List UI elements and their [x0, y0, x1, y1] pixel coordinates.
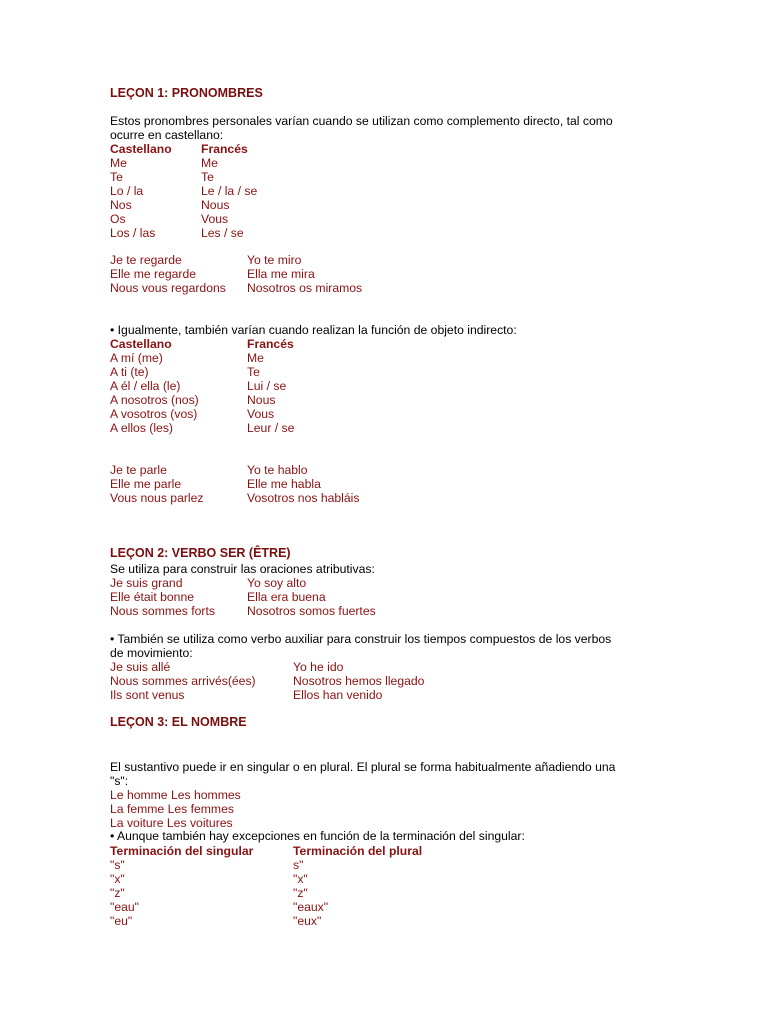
lesson1-intro-line1: Estos pronombres personales varían cuando se utilizan como complemento directo, tal como: [110, 114, 613, 128]
pronoun-direct-cell-right: Nous: [201, 198, 230, 212]
lesson3-intro-line2: "s":: [110, 774, 129, 788]
header-castellano: Castellano: [110, 142, 172, 156]
pronoun-direct-cell-right: Les / se: [201, 226, 244, 240]
pronoun-direct-cell-left: Me: [110, 156, 127, 170]
pronoun-indirect-cell-left: A él / ella (le): [110, 379, 181, 393]
example-direct-cell-left: Je te regarde: [110, 253, 182, 267]
ending-cell-right: "z": [293, 886, 308, 900]
example-auxiliary-cell-right: Yo he ido: [293, 660, 344, 674]
example-auxiliary-cell-left: Nous sommes arrivés(ées): [110, 674, 256, 688]
plural-example: La voiture Les voitures: [110, 816, 233, 830]
example-direct-cell-left: Elle me regarde: [110, 267, 197, 281]
example-indirect-cell-left: Je te parle: [110, 463, 167, 477]
ending-cell-left: "eu": [110, 914, 133, 928]
lesson2-aux-line1: • También se utiliza como verbo auxiliar para construir los tiempos compuestos de los verbos: [110, 632, 612, 646]
example-auxiliary-cell-right: Ellos han venido: [293, 688, 383, 702]
ending-cell-right: "eaux": [293, 900, 329, 914]
pronoun-direct-cell-right: Vous: [201, 212, 229, 226]
plural-example: La femme Les femmes: [110, 802, 234, 816]
pronoun-direct-cell-left: Lo / la: [110, 184, 144, 198]
pronoun-direct-cell-right: Te: [201, 170, 214, 184]
pronoun-direct-cell-left: Te: [110, 170, 123, 184]
example-attributive-cell-right: Ella era buena: [247, 590, 326, 604]
pronoun-indirect-cell-right: Te: [247, 365, 260, 379]
ending-cell-left: "s": [110, 858, 125, 872]
ending-cell-right: s": [293, 858, 304, 872]
pronoun-direct-cell-left: Os: [110, 212, 126, 226]
example-direct-cell-right: Ella me mira: [247, 267, 315, 281]
header-castellano: Castellano: [110, 337, 172, 351]
pronoun-indirect-cell-right: Leur / se: [247, 421, 295, 435]
example-indirect-cell-right: Yo te hablo: [247, 463, 308, 477]
pronoun-indirect-cell-left: A mí (me): [110, 351, 163, 365]
example-indirect-cell-left: Elle me parle: [110, 477, 182, 491]
pronoun-direct-cell-left: Nos: [110, 198, 132, 212]
pronoun-indirect-cell-left: A nosotros (nos): [110, 393, 199, 407]
ending-cell-left: "x": [110, 872, 125, 886]
ending-cell-right: "eux": [293, 914, 322, 928]
lesson2-aux-line2: de movimiento:: [110, 646, 193, 660]
lesson3-title: LEÇON 3: EL NOMBRE: [110, 715, 247, 729]
example-attributive-cell-left: Elle était bonne: [110, 590, 195, 604]
header-frances: Francés: [201, 142, 248, 156]
lesson2-title: LEÇON 2: VERBO SER (ÊTRE): [110, 546, 291, 560]
ending-cell-left: "eau": [110, 900, 139, 914]
example-attributive-cell-left: Je suis grand: [110, 576, 183, 590]
example-indirect-cell-right: Elle me habla: [247, 477, 321, 491]
pronoun-indirect-cell-right: Me: [247, 351, 264, 365]
pronoun-indirect-cell-right: Nous: [247, 393, 276, 407]
example-auxiliary-cell-left: Ils sont venus: [110, 688, 185, 702]
lesson1-indirect-intro: • Igualmente, también varían cuando realizan la función de objeto indirecto:: [110, 323, 517, 337]
example-direct-cell-right: Yo te miro: [247, 253, 302, 267]
pronoun-indirect-cell-left: A vosotros (vos): [110, 407, 198, 421]
lesson3-intro-line1: El sustantivo puede ir en singular o en plural. El plural se forma habitualmente añadiendo una: [110, 760, 616, 774]
lesson3-exceptions-intro: • Aunque también hay excepciones en función de la terminación del singular:: [110, 829, 525, 843]
pronoun-indirect-cell-left: A ti (te): [110, 365, 149, 379]
example-attributive-cell-right: Yo soy alto: [247, 576, 307, 590]
header-plural: Terminación del plural: [293, 844, 423, 858]
lesson2-intro: Se utiliza para construir las oraciones atributivas:: [110, 562, 375, 576]
example-indirect-cell-left: Vous nous parlez: [110, 491, 204, 505]
pronoun-indirect-cell-right: Lui / se: [247, 379, 287, 393]
pronoun-direct-cell-right: Le / la / se: [201, 184, 258, 198]
example-direct-cell-right: Nosotros os miramos: [247, 281, 363, 295]
lesson1-intro-line2: ocurre en castellano:: [110, 128, 224, 142]
lesson1-title: LEÇON 1: PRONOMBRES: [110, 86, 263, 100]
plural-example: Le homme Les hommes: [110, 788, 241, 802]
example-attributive-cell-right: Nosotros somos fuertes: [247, 604, 376, 618]
header-frances: Francés: [247, 337, 294, 351]
example-auxiliary-cell-left: Je suis allé: [110, 660, 171, 674]
example-auxiliary-cell-right: Nosotros hemos llegado: [293, 674, 425, 688]
example-direct-cell-left: Nous vous regardons: [110, 281, 226, 295]
ending-cell-right: "x": [293, 872, 308, 886]
pronoun-direct-cell-right: Me: [201, 156, 218, 170]
pronoun-indirect-cell-left: A ellos (les): [110, 421, 173, 435]
example-attributive-cell-left: Nous sommes forts: [110, 604, 215, 618]
example-indirect-cell-right: Vosotros nos habláis: [247, 491, 360, 505]
pronoun-direct-cell-left: Los / las: [110, 226, 156, 240]
header-singular: Terminación del singular: [110, 844, 254, 858]
pronoun-indirect-cell-right: Vous: [247, 407, 275, 421]
ending-cell-left: "z": [110, 886, 125, 900]
